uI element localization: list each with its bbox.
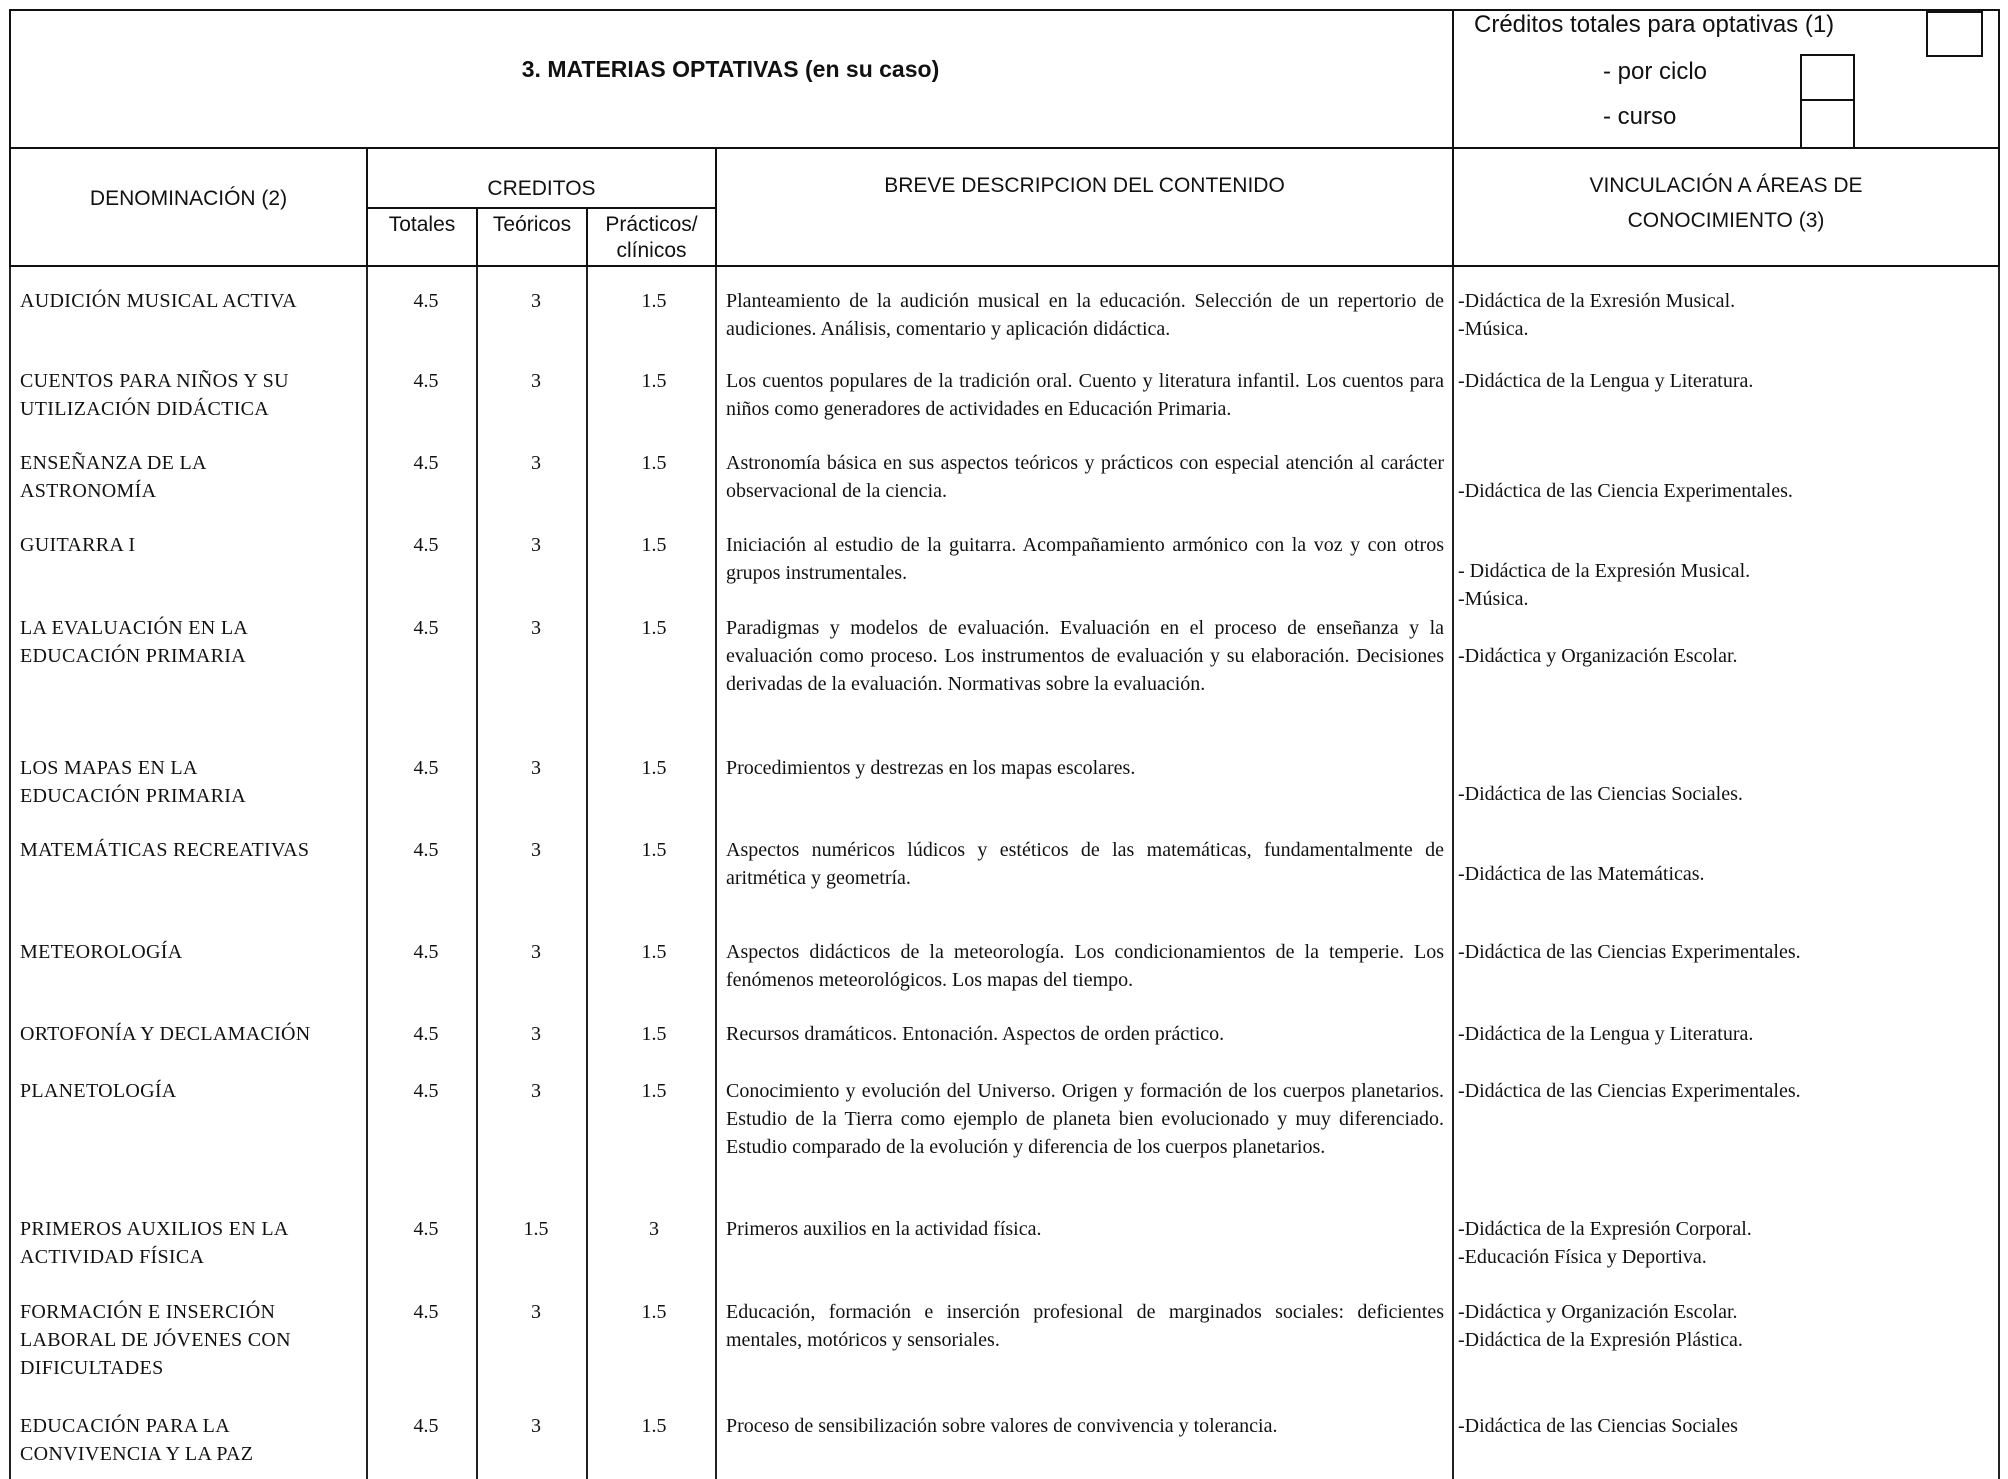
course-name-line: GUITARRA I xyxy=(20,534,136,556)
knowledge-area: -Didáctica y Organización Escolar. xyxy=(1458,645,1738,667)
creditos-teoricos: 3 xyxy=(531,757,541,779)
creditos-practicos: 1.5 xyxy=(641,1415,667,1437)
creditos-totales: 4.5 xyxy=(413,941,439,963)
knowledge-area: -Didáctica de las Ciencias Experimentales. xyxy=(1458,1080,1801,1102)
course-name xyxy=(20,1215,365,1271)
course-name-line: EDUCACIÓN PARA LA xyxy=(20,1415,230,1437)
creditos-totales: 4.5 xyxy=(413,1080,439,1102)
creditos-teoricos: 3 xyxy=(531,941,541,963)
knowledge-areas xyxy=(1458,1412,1998,1440)
creditos-practicos: 1.5 xyxy=(641,1023,667,1045)
knowledge-area: -Didáctica de las Ciencias Sociales. xyxy=(1458,783,1743,805)
knowledge-areas xyxy=(1458,1020,1998,1048)
knowledge-area: -Música. xyxy=(1458,318,1529,340)
col-vinculacion-line1: VINCULACIÓN A ÁREAS DE xyxy=(1589,174,1863,197)
knowledge-areas xyxy=(1458,1298,1998,1354)
body-rule xyxy=(9,267,11,1479)
course-name-line: ACTIVIDAD FÍSICA xyxy=(20,1246,205,1268)
course-name-line: FORMACIÓN E INSERCIÓN xyxy=(20,1301,276,1323)
course-name xyxy=(20,1298,365,1382)
course-name-line: UTILIZACIÓN DIDÁCTICA xyxy=(20,398,270,420)
creditos-practicos: 1.5 xyxy=(641,1080,667,1102)
course-name-line: LA EVALUACIÓN EN LA xyxy=(20,617,249,639)
course-description: Iniciación al estudio de la guitarra. Acompañamiento armónico con la voz y con otros grupos instrumentales. xyxy=(726,534,1444,584)
por-ciclo-label: - por ciclo xyxy=(1603,58,1708,85)
creditos-practicos: 1.5 xyxy=(641,290,667,312)
course-name-line: EDUCACIÓN PRIMARIA xyxy=(20,645,246,667)
knowledge-area: -Didáctica y Organización Escolar. xyxy=(1458,1301,1738,1323)
knowledge-areas xyxy=(1458,1077,1998,1105)
curso-box xyxy=(1800,99,1855,149)
creditos-practicos: 1.5 xyxy=(641,534,667,556)
creditos-practicos: 1.5 xyxy=(641,941,667,963)
course-name xyxy=(20,449,365,505)
header-divider xyxy=(1452,9,1454,149)
creditos-totales-box xyxy=(1926,11,1983,57)
col-denominacion: DENOMINACIÓN (2) xyxy=(89,187,288,210)
course-name-line: LABORAL DE JÓVENES CON xyxy=(20,1329,291,1351)
knowledge-area: -Didáctica de las Ciencias Experimentales. xyxy=(1458,941,1801,963)
creditos-totales: 4.5 xyxy=(413,1023,439,1045)
knowledge-areas xyxy=(1458,367,1998,395)
knowledge-area: -Didáctica de la Lengua y Literatura. xyxy=(1458,370,1754,392)
creditos-totales: 4.5 xyxy=(413,1218,439,1240)
course-name-line: CONVIVENCIA Y LA PAZ xyxy=(20,1443,254,1465)
curso-label: - curso xyxy=(1603,103,1677,130)
knowledge-areas xyxy=(1458,477,1998,505)
creditos-teoricos: 3 xyxy=(531,452,541,474)
col-practicos-line2: clínicos xyxy=(616,239,687,262)
knowledge-area: -Didáctica de las Ciencia Experimentales. xyxy=(1458,480,1793,502)
course-name xyxy=(20,614,365,670)
creditos-totales: 4.5 xyxy=(413,757,439,779)
knowledge-areas xyxy=(1458,938,1998,966)
col-totales: Totales xyxy=(388,213,456,236)
creditos-teoricos: 3 xyxy=(531,290,541,312)
body-rule xyxy=(1998,267,2000,1479)
creditos-teoricos: 3 xyxy=(531,534,541,556)
col-vinculacion xyxy=(1454,173,1998,234)
creditos-totales: 4.5 xyxy=(413,1415,439,1437)
col-descripcion: BREVE DESCRIPCION DEL CONTENIDO xyxy=(884,174,1285,197)
course-description: Educación, formación e inserción profesional de marginados sociales: deficientes mentales, motóricos y sensoriales. xyxy=(726,1301,1444,1351)
col-practicos xyxy=(588,212,715,264)
knowledge-area: -Didáctica de la Expresión Corporal. xyxy=(1458,1218,1752,1240)
knowledge-areas xyxy=(1458,557,1998,613)
course-description: Paradigmas y modelos de evaluación. Evaluación en el proceso de enseñanza y la evaluación como proceso. Los instrumentos de evaluación y su elaboración. Decisiones derivadas de la evaluación. Normativas sobre la evaluación. xyxy=(726,617,1444,695)
creditos-practicos: 1.5 xyxy=(641,617,667,639)
creditos-totales: 4.5 xyxy=(413,452,439,474)
creditos-totales: 4.5 xyxy=(413,290,439,312)
creditos-teoricos: 3 xyxy=(531,1415,541,1437)
creditos-practicos: 1.5 xyxy=(641,370,667,392)
creditos-practicos: 1.5 xyxy=(641,452,667,474)
course-name-line: MATEMÁTICAS RECREATIVAS xyxy=(20,839,310,861)
creditos-practicos: 1.5 xyxy=(641,757,667,779)
course-description: Proceso de sensibilización sobre valores de convivencia y tolerancia. xyxy=(726,1415,1278,1437)
creditos-teoricos: 3 xyxy=(531,839,541,861)
course-name xyxy=(20,1077,365,1105)
knowledge-area: -Didáctica de la Lengua y Literatura. xyxy=(1458,1023,1754,1045)
course-name-line: CUENTOS PARA NIÑOS Y SU xyxy=(20,370,289,392)
course-name-line: ASTRONOMÍA xyxy=(20,480,157,502)
body-rule xyxy=(586,267,588,1479)
creditos-totales: 4.5 xyxy=(413,1301,439,1323)
creditos-teoricos: 3 xyxy=(531,370,541,392)
course-name-line: EDUCACIÓN PRIMARIA xyxy=(20,785,246,807)
knowledge-area: -Didáctica de la Exresión Musical. xyxy=(1458,290,1736,312)
course-description: Primeros auxilios en la actividad física. xyxy=(726,1218,1042,1240)
course-description: Aspectos numéricos lúdicos y estéticos de las matemáticas, fundamentalmente de aritmética y geometría. xyxy=(726,839,1444,889)
col-practicos-line1: Prácticos/ xyxy=(605,213,698,236)
creditos-practicos: 1.5 xyxy=(641,839,667,861)
creditos-teoricos: 3 xyxy=(531,617,541,639)
course-name xyxy=(20,287,365,315)
creditos-practicos: 3 xyxy=(649,1218,659,1240)
course-name-line: PLANETOLOGÍA xyxy=(20,1080,177,1102)
course-name-line: AUDICIÓN MUSICAL ACTIVA xyxy=(20,290,297,312)
creditos-teoricos: 3 xyxy=(531,1301,541,1323)
course-name-line: PRIMEROS AUXILIOS EN LA xyxy=(20,1218,289,1240)
por-ciclo-box xyxy=(1800,54,1855,101)
creditos-totales: 4.5 xyxy=(413,617,439,639)
knowledge-area: - Didáctica de la Expresión Musical. xyxy=(1458,560,1751,582)
body-rule xyxy=(366,267,368,1479)
course-name xyxy=(20,367,365,423)
creditos-totales: 4.5 xyxy=(413,839,439,861)
course-description: Los cuentos populares de la tradición oral. Cuento y literatura infantil. Los cuentos para niños como generadores de actividades en Educación Primaria. xyxy=(726,370,1444,420)
knowledge-area: -Didáctica de la Expresión Plástica. xyxy=(1458,1329,1743,1351)
knowledge-area: -Didáctica de las Matemáticas. xyxy=(1458,863,1705,885)
course-description: Aspectos didácticos de la meteorología. Los condicionamientos de la temperie. Los fenómenos meteorológicos. Los mapas del tiempo. xyxy=(726,941,1444,991)
creditos-totales: 4.5 xyxy=(413,534,439,556)
course-name-line: ENSEÑANZA DE LA xyxy=(20,452,207,474)
course-name-line: ORTOFONÍA Y DECLAMACIÓN xyxy=(20,1023,311,1045)
knowledge-areas xyxy=(1458,780,1998,808)
col-teoricos: Teóricos xyxy=(492,213,572,236)
course-name-line: METEOROLOGÍA xyxy=(20,941,183,963)
course-name xyxy=(20,531,365,559)
course-name xyxy=(20,938,365,966)
creditos-subheader-line xyxy=(366,207,717,209)
body-rule xyxy=(1452,267,1454,1479)
course-name xyxy=(20,1412,365,1468)
creditos-teoricos: 3 xyxy=(531,1023,541,1045)
course-description: Recursos dramáticos. Entonación. Aspectos de orden práctico. xyxy=(726,1023,1225,1045)
course-name-line: DIFICULTADES xyxy=(20,1357,164,1379)
body-rule xyxy=(476,267,478,1479)
course-name xyxy=(20,754,365,810)
course-description: Astronomía básica en sus aspectos teóricos y prácticos con especial atención al carácter observacional de la ciencia. xyxy=(726,452,1444,502)
course-name xyxy=(20,836,365,864)
course-name-line: LOS MAPAS EN LA xyxy=(20,757,198,779)
knowledge-area: -Educación Física y Deportiva. xyxy=(1458,1246,1707,1268)
section-title: 3. MATERIAS OPTATIVAS (en su caso) xyxy=(521,56,940,82)
knowledge-areas xyxy=(1458,642,1998,670)
knowledge-areas xyxy=(1458,1215,1998,1271)
knowledge-area: -Música. xyxy=(1458,588,1529,610)
knowledge-areas xyxy=(1458,287,1998,343)
course-description: Procedimientos y destrezas en los mapas escolares. xyxy=(726,757,1136,779)
creditos-practicos: 1.5 xyxy=(641,1301,667,1323)
course-name xyxy=(20,1020,365,1048)
creditos-totales-label: Créditos totales para optativas (1) xyxy=(1474,11,1835,38)
creditos-teoricos: 1.5 xyxy=(523,1218,549,1240)
creditos-teoricos: 3 xyxy=(531,1080,541,1102)
course-description: Planteamiento de la audición musical en la educación. Selección de un repertorio de audiciones. Análisis, comentario y aplicación didáctica. xyxy=(726,290,1444,340)
creditos-totales: 4.5 xyxy=(413,370,439,392)
course-description: Conocimiento y evolución del Universo. Origen y formación de los cuerpos planetarios. Estudio de la Tierra como ejemplo de planeta bien evolucionado y muy diferenciado. Estudio comparado de la evolución y diferencia de los cuerpos planetarios. xyxy=(726,1080,1444,1158)
col-creditos: CREDITOS xyxy=(487,177,596,200)
col-vinculacion-line2: CONOCIMIENTO (3) xyxy=(1627,209,1825,232)
knowledge-area: -Didáctica de las Ciencias Sociales xyxy=(1458,1415,1738,1437)
knowledge-areas xyxy=(1458,860,1998,888)
body-rule xyxy=(715,267,717,1479)
